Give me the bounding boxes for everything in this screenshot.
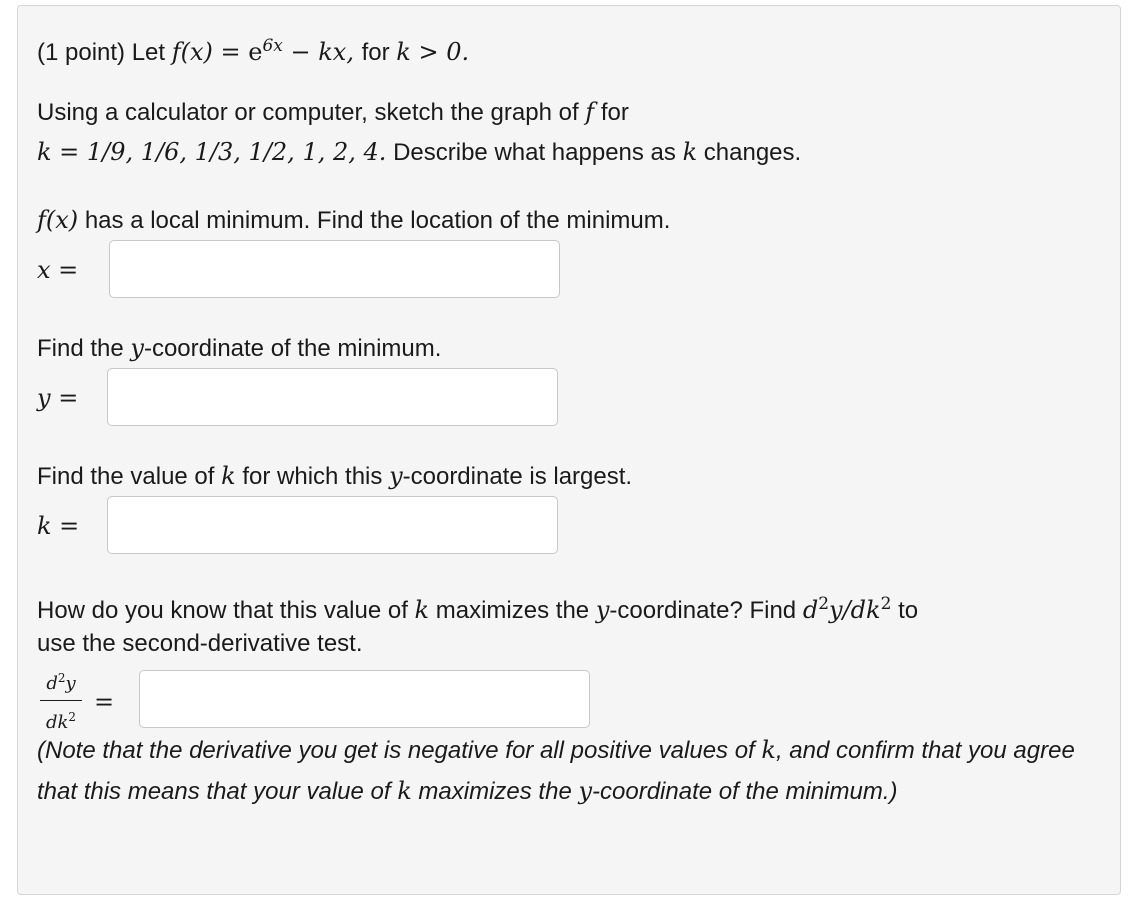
howknow-text-5: use the second-derivative test. [37, 630, 363, 657]
intro-rest: − kx, [282, 38, 362, 66]
k-value-list: k = 1/9, 1/6, 1/3, 1/2, 1, 2, 4. [37, 138, 387, 166]
intro-x: (x) [180, 38, 213, 66]
problem-panel [17, 5, 1121, 895]
k-value-question [37, 456, 632, 497]
intro-text: (1 point) Let [37, 39, 172, 66]
intro-f: f [171, 38, 181, 66]
howknow-text-4: to [891, 597, 919, 624]
describe-end: changes. [697, 139, 802, 166]
sketch-text: Using a calculator or computer, sketch the graph of [37, 99, 586, 126]
k-value-text-1: Find the value of [37, 463, 222, 490]
k-value-text-2: for which this [235, 463, 390, 490]
howknow-deriv-d: d [802, 596, 819, 624]
howknow-text-1: How do you know that this value of [37, 597, 415, 624]
note-k-1: k [761, 736, 776, 764]
x-answer-label: x = [37, 256, 79, 284]
problem-intro [37, 26, 469, 73]
second-derivative-label [38, 666, 84, 735]
k-value-y: y [389, 462, 403, 490]
note-k-2: k [397, 777, 412, 805]
k-value-k: k [221, 462, 236, 490]
local-min-text: has a local minimum. Find the location of the minimum. [78, 207, 671, 234]
howknow-k: k [414, 596, 430, 624]
y-answer-label: y = [37, 384, 79, 412]
howknow-text-2: maximizes the [429, 597, 596, 624]
k-answer-input[interactable] [107, 496, 558, 554]
sketch-instruction-line-1 [37, 92, 629, 133]
howknow-deriv-sup: 2 [818, 594, 830, 614]
note-text: (Note that the derivative you get is negative for all positive values of k, and confirm that you agree that this means that your value of k maximizes the y-coordinate of the minimum.) [37, 736, 1075, 805]
describe-k: k [682, 138, 698, 166]
y-coord-y: y [130, 334, 144, 362]
x-answer-input[interactable] [109, 240, 560, 298]
intro-exponent: 6x [262, 36, 283, 56]
sketch-f: f [585, 98, 595, 126]
second-derivative-answer-input[interactable] [139, 670, 590, 728]
k-value-text-3: -coordinate is largest. [402, 463, 633, 490]
describe-text: Describe what happens as [386, 139, 683, 166]
second-derivative-equals: = [94, 688, 115, 716]
intro-for: for [361, 39, 397, 66]
local-min-fx: f(x) [37, 206, 79, 234]
sketch-for: for [594, 99, 629, 126]
y-coord-question [37, 328, 441, 369]
y-answer-input[interactable] [107, 368, 558, 426]
fraction-denominator: $dk^2$ [45, 710, 77, 733]
intro-eq: = e [212, 38, 263, 66]
second-derivative-question-line-2 [37, 624, 363, 664]
sketch-instruction-line-2 [37, 132, 801, 173]
howknow-deriv-sup2: 2 [880, 594, 892, 614]
local-min-question [37, 200, 670, 241]
note-y: y [578, 777, 593, 805]
y-coord-text-2: -coordinate of the minimum. [143, 335, 442, 362]
intro-k-condition: k > 0. [396, 38, 470, 66]
howknow-y: y [595, 596, 610, 624]
y-coord-text-1: Find the [37, 335, 131, 362]
fraction-bar [40, 700, 82, 701]
fraction-numerator: $d^2y$ [46, 671, 76, 694]
k-answer-label: k = [37, 512, 80, 540]
howknow-text-3: -coordinate? Find [609, 597, 803, 624]
howknow-deriv-mid: y/dk [829, 596, 881, 624]
